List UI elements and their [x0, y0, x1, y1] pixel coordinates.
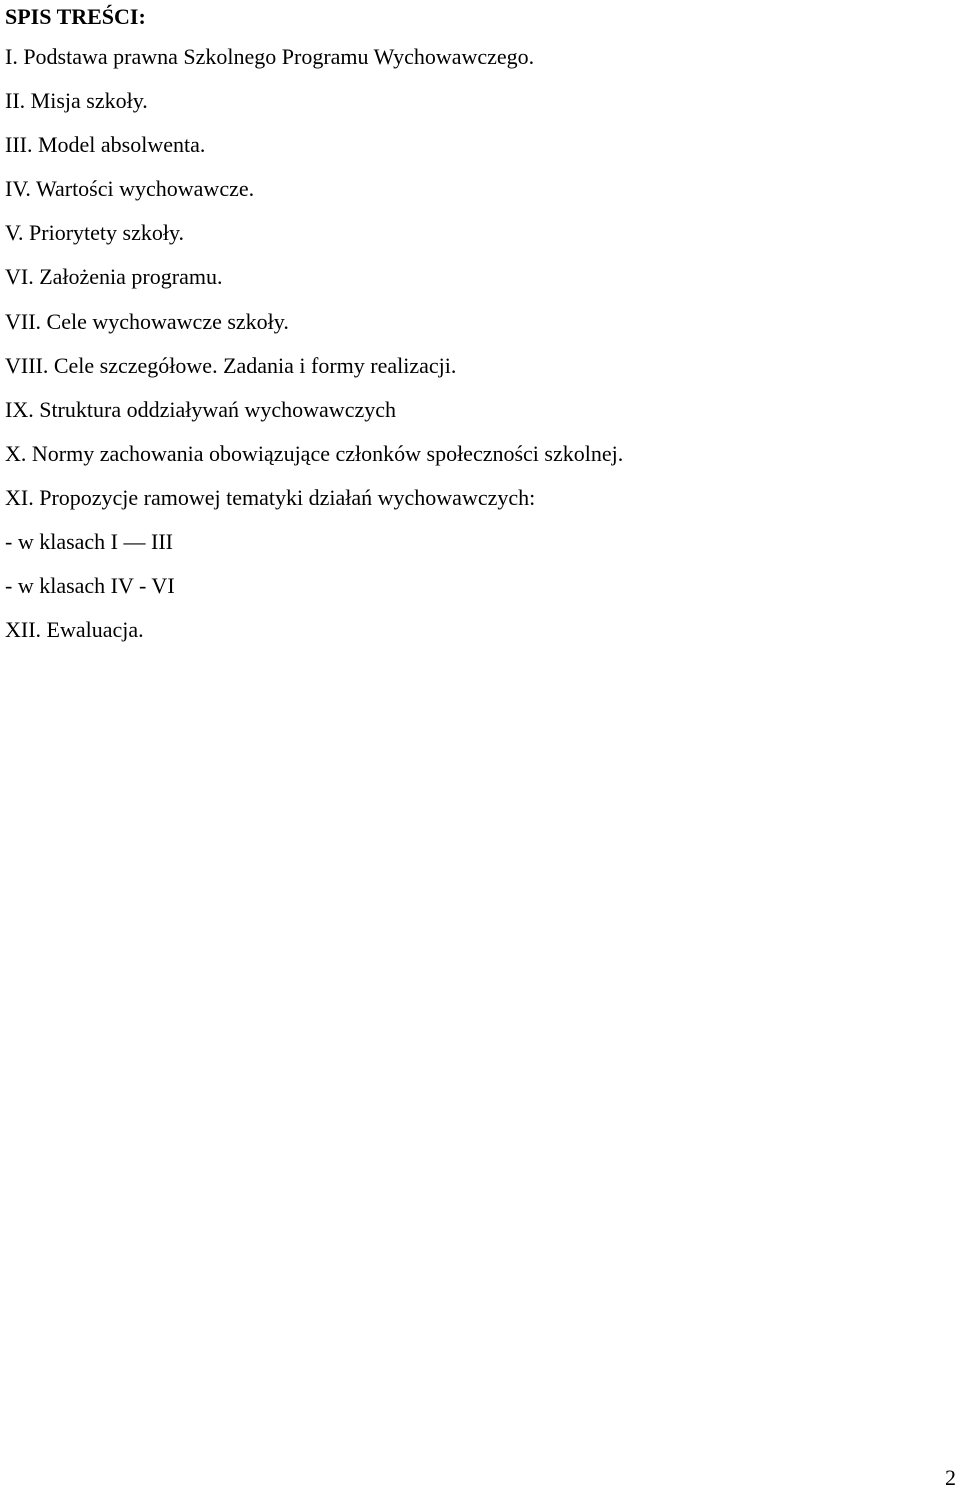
toc-item-vi: VI. Założenia programu.	[5, 264, 223, 290]
toc-subitem-classes-1-3: - w klasach I — III	[5, 529, 173, 555]
toc-item-xi: XI. Propozycje ramowej tematyki działań wychowawczych:	[5, 484, 536, 510]
toc-item-vii: VII. Cele wychowawcze szkoły.	[5, 308, 289, 334]
toc-item-iv: IV. Wartości wychowawcze.	[5, 176, 255, 202]
toc-item-ix: IX. Struktura oddziaływań wychowawczych	[5, 396, 396, 422]
page-number: 2	[945, 1465, 956, 1490]
toc-item-x: X. Normy zachowania obowiązujące członków społeczności szkolnej.	[5, 440, 624, 466]
toc-subitem-classes-4-6: - w klasach IV - VI	[5, 573, 175, 599]
toc-item-ii: II. Misja szkoły.	[5, 88, 148, 114]
toc-item-xii: XII. Ewaluacja.	[5, 617, 144, 643]
toc-item-iii: III. Model absolwenta.	[5, 132, 206, 158]
toc-item-v: V. Priorytety szkoły.	[5, 220, 185, 246]
toc-heading: SPIS TREŚCI:	[5, 4, 146, 29]
toc-list	[5, 44, 623, 661]
toc-item-i: I. Podstawa prawna Szkolnego Programu Wychowawczego.	[5, 44, 535, 69]
toc-item-viii: VIII. Cele szczegółowe. Zadania i formy realizacji.	[5, 352, 457, 378]
